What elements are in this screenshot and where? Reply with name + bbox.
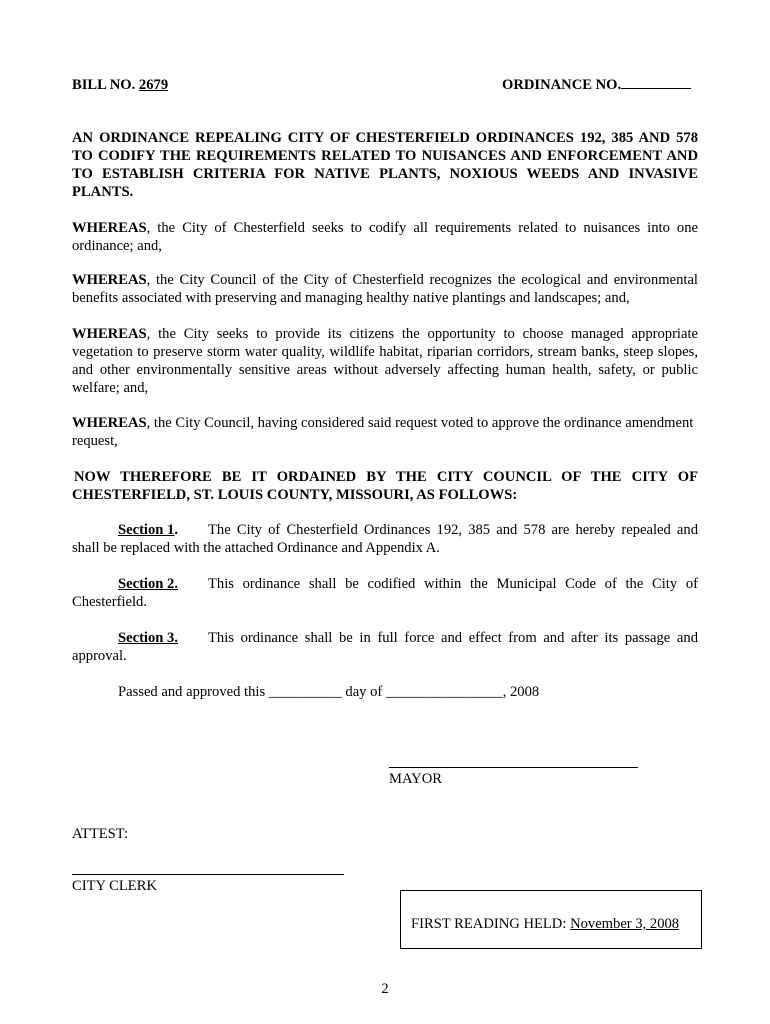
first-reading-text xyxy=(411,915,679,933)
passed-year: , 2008 xyxy=(502,684,540,700)
first-reading-date: November 3, 2008 xyxy=(570,916,680,932)
city-clerk-signature-line xyxy=(72,874,344,875)
section-3-text: This ordinance shall be in full force and effect from and after its passage and approval. xyxy=(72,630,698,664)
first-reading-box xyxy=(400,890,702,949)
mayor-label: MAYOR xyxy=(389,771,442,787)
section-label-text: Section 3. xyxy=(118,630,178,646)
section-3 xyxy=(72,629,698,665)
whereas-lead: WHEREAS xyxy=(72,415,147,431)
month-blank: ________________ xyxy=(385,684,503,700)
bill-number-line xyxy=(72,76,168,94)
attest-label: ATTEST: xyxy=(72,826,129,842)
city-clerk-label: CITY CLERK xyxy=(72,878,157,894)
section-label-suffix: . xyxy=(174,522,179,538)
ordinance-title: AN ORDINANCE REPEALING CITY OF CHESTERFIELD ORDINANCES 192, 385 AND 578 TO CODIFY THE REQUIREMENTS RELATED TO NUISANCES AND ENFORCEMENT AND TO ESTABLISH CRITERIA FOR NATIVE PLANTS, NOXIOUS WEEDS AND INVASIVE PLANTS. xyxy=(72,130,698,200)
first-reading-label: FIRST READING HELD: xyxy=(411,916,571,932)
whereas-text: , the City seeks to provide its citizens the opportunity to choose managed appropriate vegetation to preserve storm water quality, wildlife habitat, riparian corridors, stream banks, steep slopes, and other environmentally sensitive areas without adversely affecting human health, safety, or public welfare; and, xyxy=(72,326,698,396)
whereas-lead: WHEREAS xyxy=(72,220,147,236)
ordinance-number-blank xyxy=(621,87,691,89)
day-blank: __________ xyxy=(268,684,342,700)
ordinance-label: ORDINANCE NO. xyxy=(502,77,622,93)
bill-label: BILL NO. xyxy=(72,77,139,93)
section-label-text: Section 1 xyxy=(118,522,175,538)
now-therefore-clause: NOW THEREFORE BE IT ORDAINED BY THE CITY COUNCIL OF THE CITY OF CHESTERFIELD, ST. LOUIS COUNTY, MISSOURI, AS FOLLOWS: xyxy=(72,469,698,503)
passed-middle: day of xyxy=(341,684,386,700)
passed-prefix: Passed and approved this xyxy=(118,684,269,700)
section-2 xyxy=(72,575,698,611)
whereas-clause-2 xyxy=(72,271,698,307)
whereas-text: , the City Council of the City of Chesterfield recognizes the ecological and environmental benefits associated with preserving and managing healthy native plantings and landscapes; and, xyxy=(72,272,698,306)
section-2-text: This ordinance shall be codified within the Municipal Code of the City of Chesterfield. xyxy=(72,576,698,610)
whereas-text: , the City Council, having considered said request voted to approve the ordinance amendment request, xyxy=(72,415,694,449)
section-1-label xyxy=(118,521,208,539)
section-1-text: The City of Chesterfield Ordinances 192, 385 and 578 are hereby repealed and shall be replaced with the attached Ordinance and Appendix A. xyxy=(72,522,698,556)
passed-and-approved-line xyxy=(118,683,539,701)
mayor-signature-line xyxy=(389,767,638,768)
whereas-text: , the City of Chesterfield seeks to codify all requirements related to nuisances into one ordinance; and, xyxy=(72,220,698,254)
ordinance-number-line xyxy=(502,76,691,94)
section-1 xyxy=(72,521,698,557)
section-3-label xyxy=(118,629,208,647)
page-number: 2 xyxy=(381,981,389,997)
section-2-label xyxy=(118,575,208,593)
whereas-lead: WHEREAS xyxy=(72,326,147,342)
whereas-clause-4 xyxy=(72,414,698,450)
whereas-lead: WHEREAS xyxy=(72,272,147,288)
whereas-clause-3 xyxy=(72,325,698,397)
bill-number: 2679 xyxy=(138,77,169,93)
section-label-text: Section 2. xyxy=(118,576,178,592)
whereas-clause-1 xyxy=(72,219,698,255)
